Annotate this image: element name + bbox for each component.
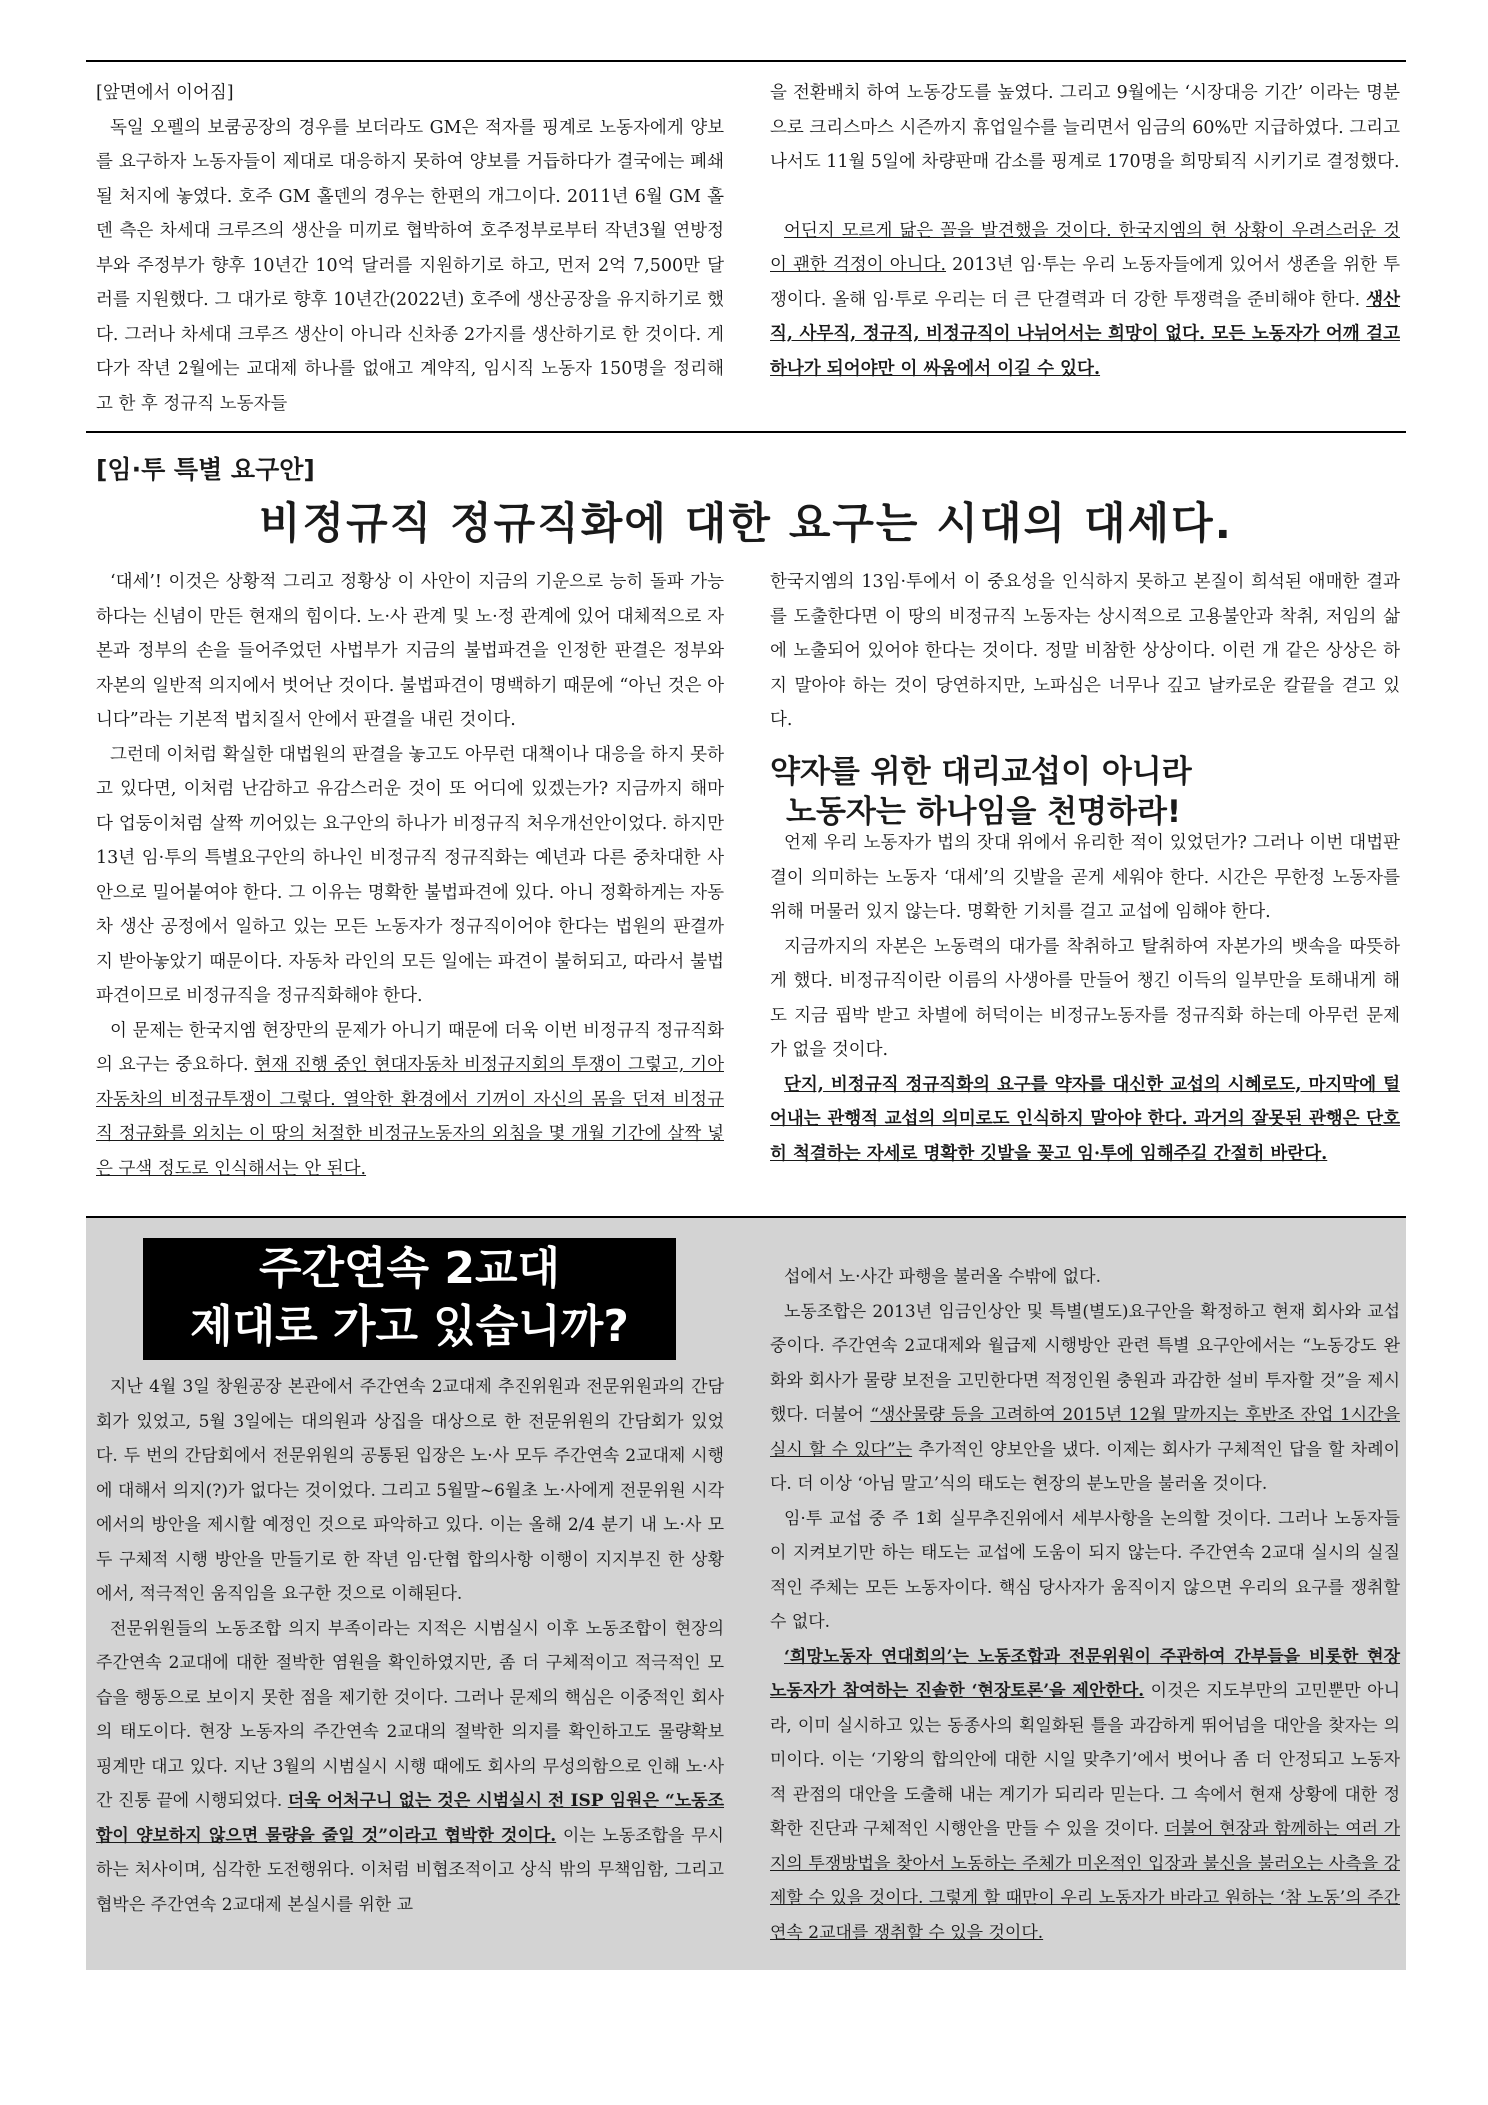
subheadline-line-2: 노동자는 하나임을 천명하라! <box>786 794 1182 830</box>
middle-right-column-lower <box>770 826 1400 1171</box>
middle-right-paragraph-1: 한국지엠의 13임·투에서 이 중요성을 인식하지 못하고 본질이 희석된 애매한 결과를 도출한다면 이 땅의 비정규직 노동자는 상시적으로 고용불안과 착취, 저임의 삶에 노출되어 있어야 한다는 것이다. 정말 비참한 상상이다. 이런 개 같은 상상은 하지 말아야 하는 것이 당연하지만, 노파심은 너무나 깊고 날카로운 칼끝을 겯고 있다. <box>770 572 1400 730</box>
bottom-right-paragraph-2: 노동조합은 2013년 임금인상안 및 특별(별도)요구안을 확정하고 현재 회사와 교섭중이다. 주간연속 2교대제와 월급제 시행방안 관련 특별 요구안에서는 “노동강도 완화와 회사가 물량 보전을 고민한다면 적정인원 충원과 과감한 설비 투자할 것”을 제시했다. 더불어 “생산물량 등을 고려하여 2015년 12월 말까지는 후반조 잔업 1시간을 실시 할 수 있다”는 추가적인 양보안을 냈다. 이제는 회사가 구체적인 답을 할 차례이다. 더 이상 ‘아님 말고’식의 태도는 현장의 분노만을 불러올 것이다. <box>770 1301 1400 1494</box>
article-title-line-1: 주간연속 2교대 <box>259 1243 560 1294</box>
continued-label: [앞면에서 이어짐] <box>96 83 234 103</box>
bottom-right-column <box>770 1260 1400 1950</box>
middle-left-paragraph-2: 그런데 이처럼 확실한 대법원의 판결을 놓고도 아무런 대책이나 대응을 하지 못하고 있다면, 이처럼 난감하고 유감스러운 것이 또 어디에 있겠는가? 지금까지 해마다 업둥이처럼 살짝 끼어있는 요구안의 하나가 비정규직 처우개선안이었다. 하지만 13년 임·투의 특별요구안의 하나인 비정규직 정규직화는 예년과 다른 중차대한 사안으로 밀어붙여야 한다. 그 이유는 명확한 불법파견에 있다. 아니 정확하게는 자동차 생산 공정에서 일하고 있는 모든 노동자가 정규직이어야 한다는 법원의 판결까지 받아놓았기 때문이다. 자동차 라인의 모든 일에는 파견이 불허되고, 따라서 불법파견이므로 비정규직을 정규직화해야 한다. <box>96 744 724 1006</box>
bottom-left-paragraph-1: 지난 4월 3일 창원공장 본관에서 주간연속 2교대제 추진위원과 전문위원과의 간담회가 있었고, 5월 3일에는 대의원과 상집을 대상으로 한 전문위원의 간담회가 있었다. 두 번의 간담회에서 전문위원의 공통된 입장은 노·사 모두 주간연속 2교대제 시행에 대해서 의지(?)가 없다는 것이었다. 그리고 5월말~6월초 노·사에게 전문위원 시각에서의 방안을 제시할 예정인 것으로 파악하고 있다. 이는 올해 2/4 분기 내 노·사 모두 구체적 시행 방안을 만들기로 한 작년 임·단협 합의사항 이행이 지지부진 한 상황에서, 적극적인 움직임을 요구한 것으로 이해된다. <box>96 1377 724 1604</box>
bottom-right-paragraph-1: 섭에서 노·사간 파행을 불러올 수밖에 없다. <box>784 1267 1102 1287</box>
bottom-right-paragraph-3: 임·투 교섭 중 주 1회 실무추진위에서 세부사항을 논의할 것이다. 그러나 노동자들이 지켜보기만 하는 태도는 교섭에 도움이 되지 않는다. 주간연속 2교대 실시의 실질적인 주체는 모든 노동자이다. 핵심 당사자가 움직이지 않으면 우리의 요구를 쟁취할 수 없다. <box>770 1508 1400 1632</box>
bottom-left-column <box>96 1370 724 1922</box>
subheadline-line-1: 약자를 위한 대리교섭이 아니라 <box>770 754 1192 790</box>
middle-right-paragraph-3: 지금까지의 자본은 노동력의 대가를 착취하고 탈취하여 자본가의 뱃속을 따뜻하게 했다. 비정규직이란 이름의 사생아를 만들어 챙긴 이득의 일부만을 토해내게 해도 지금 핍박 받고 차별에 허덕이는 비정규노동자를 정규직화 하는데 아무런 문제가 없을 것이다. <box>770 936 1400 1060</box>
middle-left-paragraph-1: ‘대세’! 이것은 상황적 그리고 정황상 이 사안이 지금의 기운으로 능히 돌파 가능하다는 신념이 만든 현재의 힘이다. 노·사 관계 및 노·정 관계에 있어 대체적으로 자본과 정부의 손을 들어주었던 사법부가 지금의 불법파견을 인정한 판결은 정부와 자본의 일반적 의지에서 벗어난 것이다. 불법파견이 명백하기 때문에 “아닌 것은 아니다”라는 기본적 법치질서 안에서 판결을 내린 것이다. <box>96 572 724 730</box>
mid-rule <box>86 431 1406 433</box>
top-left-column <box>96 76 724 421</box>
subheadline <box>770 752 1400 832</box>
middle-left-column <box>96 565 724 1186</box>
middle-right-paragraph-2: 언제 우리 노동자가 법의 잣대 위에서 유리한 적이 있었던가? 그러나 이번 대법판결이 의미하는 노동자 ‘대세’의 깃발을 곧게 세워야 한다. 시간은 무한정 노동자를 위해 머물러 있지 않는다. 명확한 기치를 걸고 교섭에 임해야 한다. <box>770 833 1400 922</box>
section-label: [임·투 특별 요구안] <box>96 455 315 484</box>
middle-left-paragraph-3: 이 문제는 한국지엠 현장만의 문제가 아니기 때문에 더욱 이번 비정규직 정규직화의 요구는 중요하다. 현재 진행 중인 현대자동차 비정규지회의 투쟁이 그렇고, 기아자동차의 비정규투쟁이 그렇다. 열악한 환경에서 기꺼이 자신의 몸을 던져 비정규직 정규화를 외치는 이 땅의 처절한 비정규노동자의 외침을 몇 개월 기간에 살짝 넣은 구색 정도로 인식해서는 안 된다. <box>96 1020 724 1179</box>
middle-right-paragraph-4: 단지, 비정규직 정규직화의 요구를 약자를 대신한 교섭의 시혜로도, 마지막에 털어내는 관행적 교섭의 의미로도 인식하지 말아야 한다. 과거의 잘못된 관행은 단호히 척결하는 자세로 명확한 깃발을 꽂고 임·투에 임해주길 간절히 바란다. <box>770 1074 1400 1164</box>
top-left-paragraph: 독일 오펠의 보쿰공장의 경우를 보더라도 GM은 적자를 핑계로 노동자에게 양보를 요구하자 노동자들이 제대로 대응하지 못하여 양보를 거듭하다가 결국에는 폐쇄될 처지에 놓였다. 호주 GM 홀덴의 경우는 한편의 개그이다. 2011년 6월 GM 홀덴 측은 차세대 크루즈의 생산을 미끼로 협박하여 호주정부로부터 작년3월 연방정부와 주정부가 향후 10년간 10억 달러를 지원하기로 하고, 먼저 2억 7,500만 달러를 지원했다. 그 대가로 향후 10년간(2022년) 호주에 생산공장을 유지하기로 했다. 그러나 차세대 크루즈 생산이 아니라 신차종 2가지를 생산하기로 한 것이다. 게다가 작년 2월에는 교대제 하나를 없애고 계약직, 임시직 노동자 150명을 정리해고 한 후 정규직 노동자들 <box>96 117 724 414</box>
main-headline: 비정규직 정규직화에 대한 요구는 시대의 대세다. <box>259 499 1233 549</box>
top-right-column <box>770 76 1400 386</box>
top-rule <box>86 60 1406 62</box>
top-right-paragraph-1: 을 전환배치 하여 노동강도를 높였다. 그리고 9월에는 ‘시장대응 기간’ 이라는 명분으로 크리스마스 시즌까지 휴업일수를 늘리면서 임금의 60%만 지급하였다. 그리고 나서도 11월 5일에 차량판매 감소를 핑계로 170명을 희망퇴직 시키기로 결정했다. <box>770 83 1400 172</box>
article-title-line-2: 제대로 가고 있습니까? <box>190 1301 629 1352</box>
middle-right-column <box>770 565 1400 738</box>
bottom-right-paragraph-4: ‘희망노동자 연대회의’는 노동조합과 전문위원이 주관하여 간부들을 비롯한 현장 노동자가 참여하는 진솔한 ‘현장토론’을 제안한다. 이것은 지도부만의 고민뿐만 아니라, 이미 실시하고 있는 동종사의 획일화된 틀을 과감하게 뛰어넘을 대안을 찾자는 의미이다. 이는 ‘기왕의 합의안에 대한 시일 맞추기’에서 벗어나 좀 더 안정되고 노동자적 관점의 대안을 도출해 내는 계기가 되리라 믿는다. 그 속에서 현재 상황에 대한 정확한 진단과 구체적인 시행안을 만들 수 있을 것이다. 더불어 현장과 함께하는 여러 가지의 투쟁방법을 찾아서 노동하는 주체가 미온적인 입장과 불신을 불러오는 사측을 강제할 수 있을 것이다. 그렇게 할 때만이 우리 노동자가 바라고 원하는 ‘참 노동’의 주간 연속 2교대를 쟁취할 수 있을 것이다. <box>770 1646 1401 1943</box>
article-title-box <box>143 1238 676 1360</box>
bottom-left-paragraph-2: 전문위원들의 노동조합 의지 부족이라는 지적은 시범실시 이후 노동조합이 현장의 주간연속 2교대에 대한 절박한 염원을 확인하였지만, 좀 더 구체적이고 적극적인 모습을 행동으로 보이지 못한 점을 제기한 것이다. 그러나 문제의 핵심은 이중적인 회사의 태도이다. 현장 노동자의 주간연속 2교대의 절박한 의지를 확인하고도 물량확보 핑계만 대고 있다. 지난 3월의 시범실시 시행 때에도 회사의 무성의함으로 인해 노·사간 진통 끝에 시행되었다. 더욱 어처구니 없는 것은 시범실시 전 ISP 임원은 “노동조합이 양보하지 않으면 물량을 줄일 것”이라고 협박한 것이다. 이는 노동조합을 무시하는 처사이며, 심각한 도전행위다. 이처럼 비협조적이고 상식 밖의 무책임함, 그리고 협박은 주간연속 2교대제 본실시를 위한 교 <box>96 1618 724 1915</box>
top-right-paragraph-2: 어딘지 모르게 닮은 꼴을 발견했을 것이다. 한국지엠의 현 상황이 우려스러운 것이 괜한 걱정이 아니다. 2013년 임·투는 우리 노동자들에게 있어서 생존을 위한 투쟁이다. 올해 임·투로 우리는 더 큰 단결력과 더 강한 투쟁력을 준비해야 한다. 생산직, 사무직, 정규직, 비정규직이 나뉘어서는 희망이 없다. 모든 노동자가 어깨 걸고 하나가 되어야만 이 싸움에서 이길 수 있다. <box>770 220 1400 379</box>
